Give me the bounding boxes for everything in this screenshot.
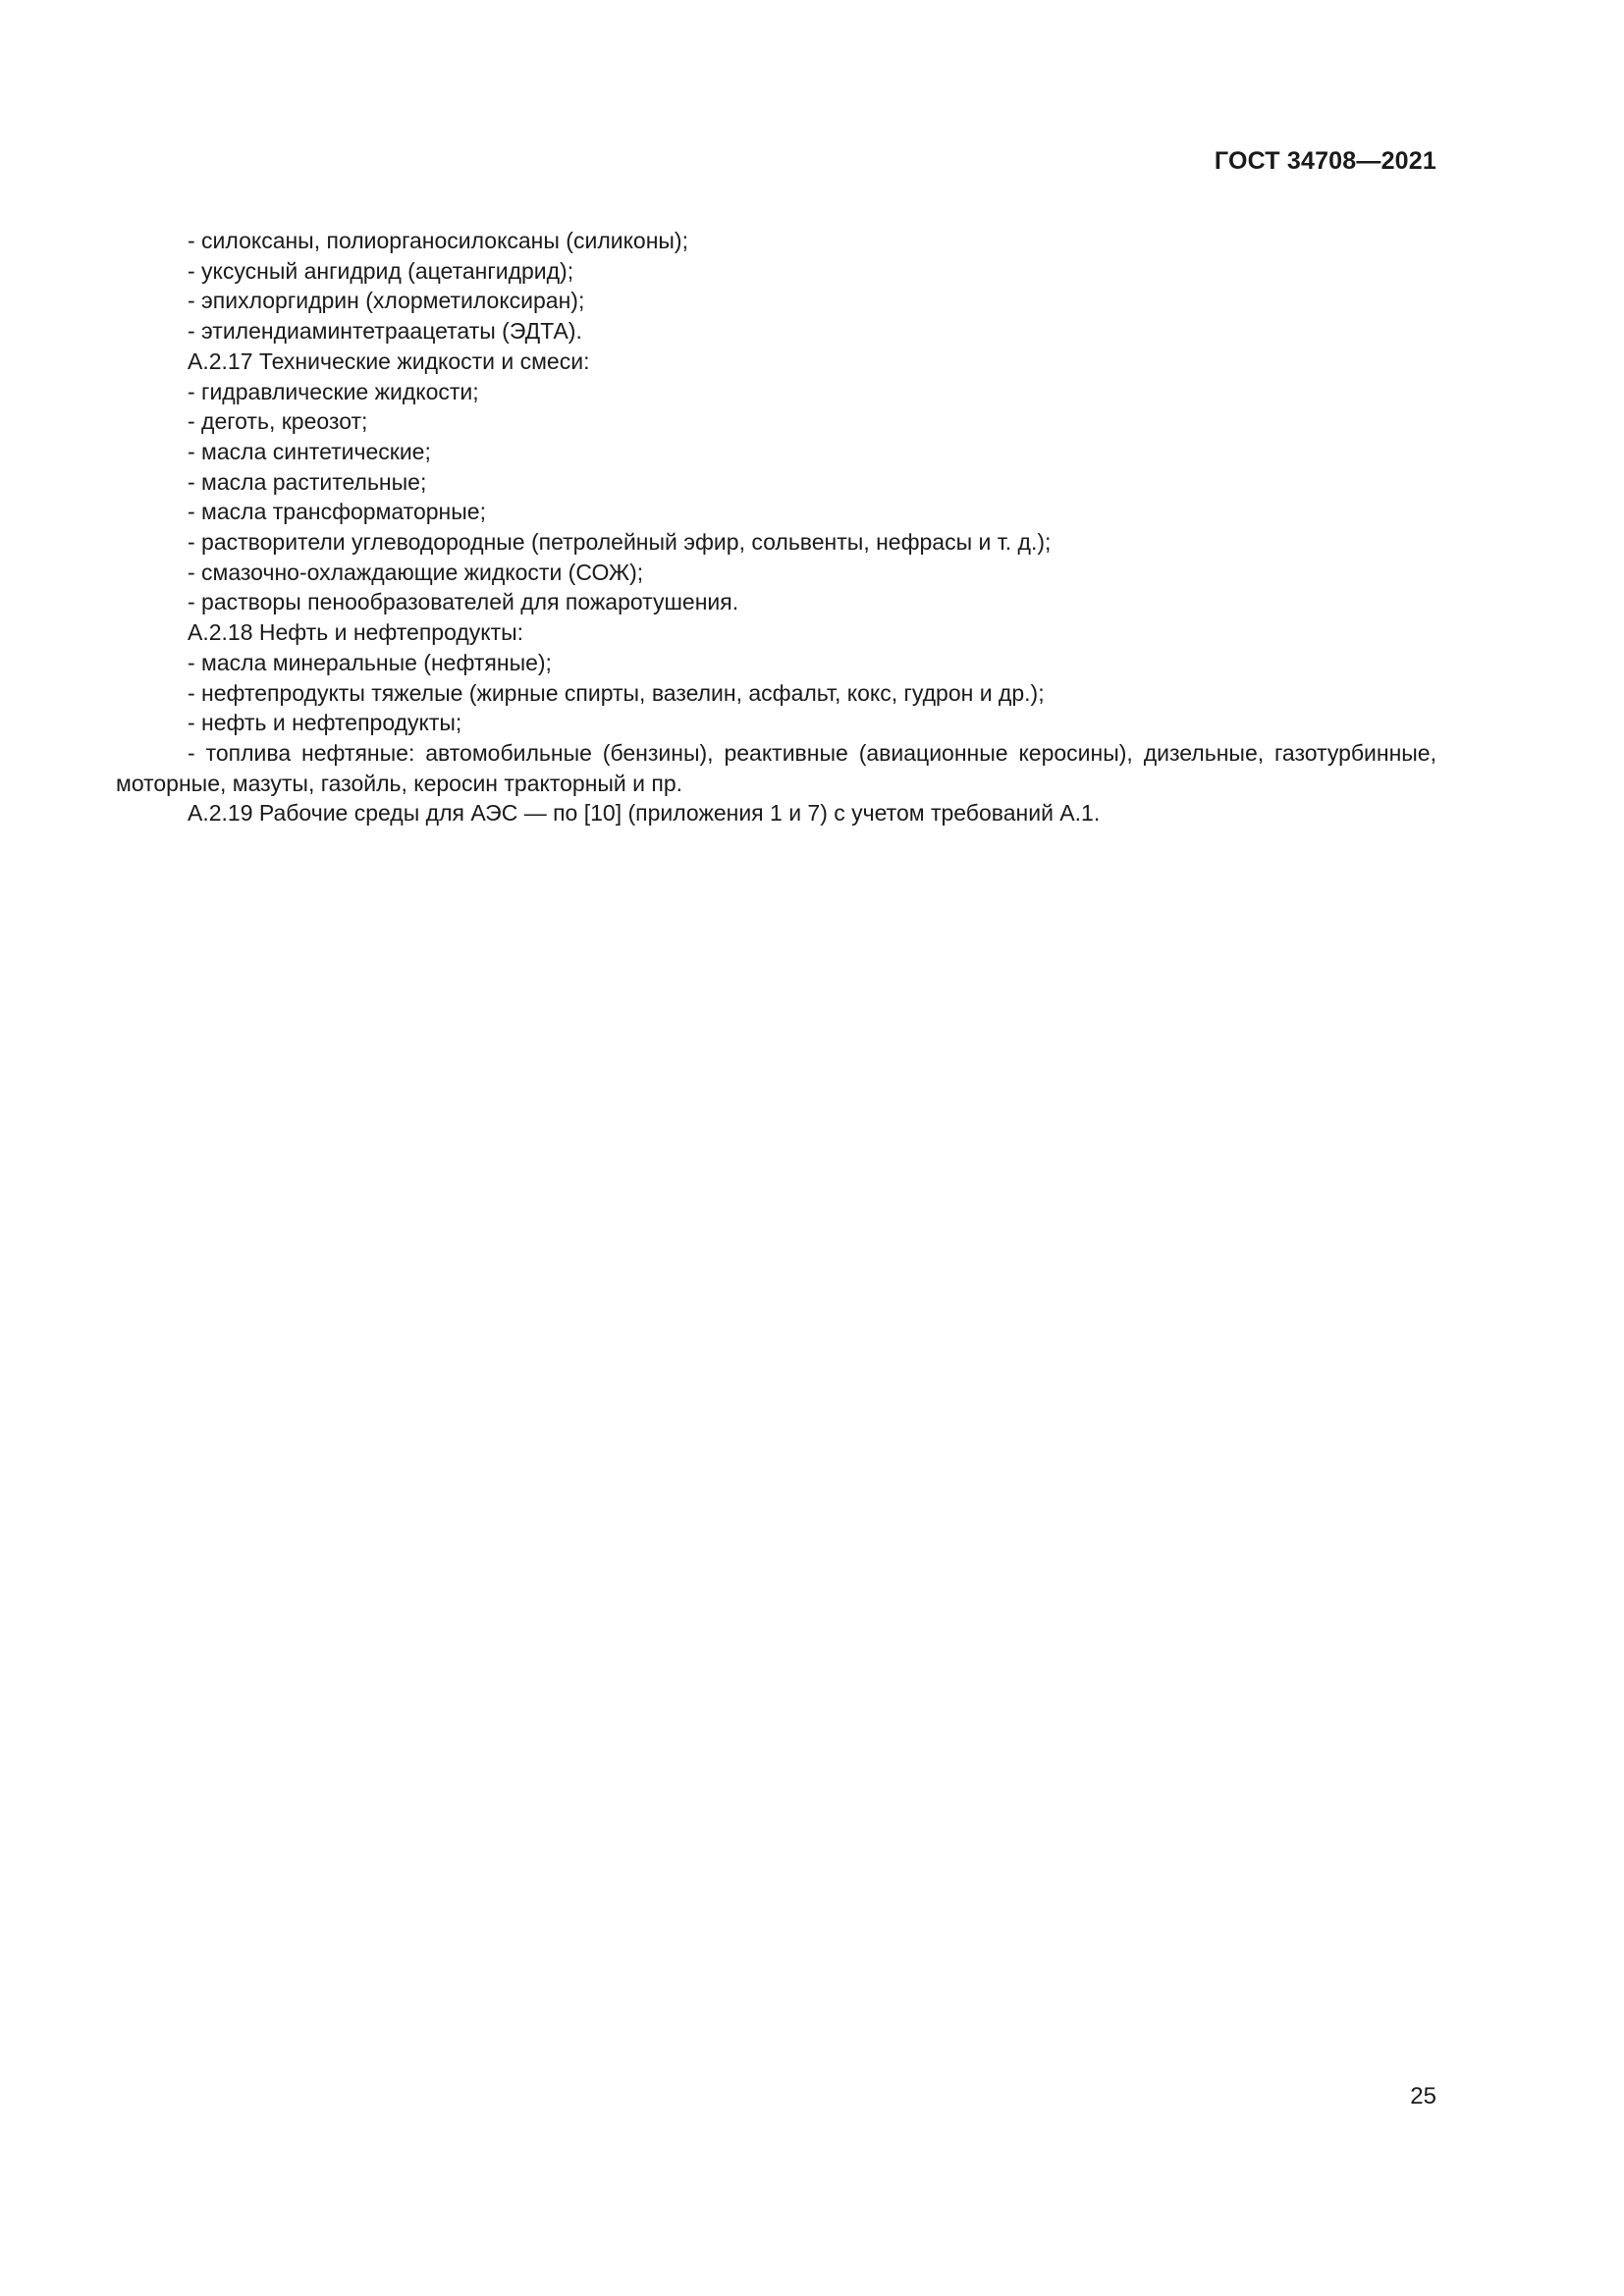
list-item: - уксусный ангидрид (ацетангидрид); <box>188 257 574 284</box>
list-item: - нефть и нефтепродукты; <box>188 710 462 736</box>
list-item: - масла растительные; <box>188 468 427 495</box>
list-item: - масла синтетические; <box>188 438 431 464</box>
list-item: - масла трансформаторные; <box>188 499 486 525</box>
page-number: 25 <box>1410 2083 1436 2109</box>
document-body <box>116 226 1436 828</box>
list-item: - нефтепродукты тяжелые (жирные спирты, вазелин, асфальт, кокс, гудрон и др.); <box>188 679 1045 706</box>
document-code-header: ГОСТ 34708—2021 <box>1214 147 1436 175</box>
section-heading-a-2-18: А.2.18 Нефть и нефтепродукты: <box>188 619 524 646</box>
list-item: - деготь, креозот; <box>188 408 368 435</box>
list-item: - силоксаны, полиорганосилоксаны (силиконы); <box>188 228 688 253</box>
list-item: - растворы пенообразователей для пожаротушения. <box>188 589 739 615</box>
fuel-list-item: - топлива нефтяные: автомобильные (бензины), реактивные (авиационные керосины), дизельные, газотурбинные, моторные, мазуты, газойль, керосин тракторный и пр. <box>116 739 1436 796</box>
list-item: - гидравлические жидкости; <box>188 378 479 404</box>
list-item: - смазочно-охлаждающие жидкости (СОЖ); <box>188 559 644 585</box>
list-item: - этилендиаминтетраацетаты (ЭДТА). <box>188 318 582 345</box>
section-heading-a-2-19: А.2.19 Рабочие среды для АЭС — по [10] (приложения 1 и 7) с учетом требований А.1. <box>188 800 1101 827</box>
section-heading-a-2-17: А.2.17 Технические жидкости и смеси: <box>188 347 590 374</box>
list-item: - масла минеральные (нефтяные); <box>188 649 552 675</box>
list-item: - эпихлоргидрин (хлорметилоксиран); <box>188 288 585 314</box>
list-item: - растворители углеводородные (петролейный эфир, сольвенты, нефрасы и т. д.); <box>188 529 1052 556</box>
